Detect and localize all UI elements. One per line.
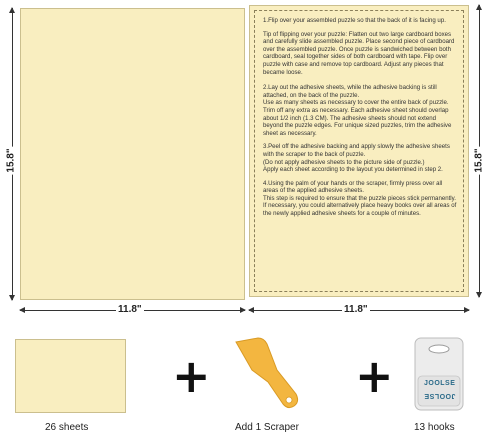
height-label-right: 15.8": [473, 148, 485, 173]
small-adhesive-sheet: [15, 339, 126, 413]
instruction-step-2: 2.Lay out the adhesive sheets, while the adhesive backing is still attached, on the back of the puzzle. Use as many sheets as necessary to cover the entire back of puzzle. Trim off any extra as necessary. Each adhesive sheet should overlap about 1/2 inch (1.3 CM). The adhesive sheets should not extend beyond the puzzle edges. For unique sized puzzles, trim the adhesive sheet as necessary.: [263, 84, 452, 137]
width-label-right: 11.8": [344, 304, 368, 315]
sheets-caption: 26 sheets: [45, 422, 89, 433]
hook-tape-text: JOOLSE: [424, 380, 456, 387]
hooks-caption: 13 hooks: [414, 422, 455, 433]
height-label-left: 15.8": [5, 148, 17, 173]
instruction-step-4: 4.Using the palm of your hands or the scraper, firmly press over all areas of the applied adhesive sheets. This step is required to ensure that the puzzle pieces stick permanently. If necessary, you could alternatively place heavy books over all areas of the newly applied adhesive sheets for a couple of minutes.: [263, 179, 457, 218]
scraper-icon: [234, 336, 304, 412]
adhesive-sheet-front: [20, 8, 245, 300]
instruction-step-3: 3.Peel off the adhesive backing and apply slowly the adhesive sheets with the scraper to the back of puzzle. (Do not apply adhesive sheets to the picture side of puzzle.) Apply each sheet according to the layout you determined in step 2.: [263, 143, 450, 174]
scraper-caption: Add 1 Scraper: [235, 422, 299, 433]
instructions-panel: [254, 10, 464, 292]
hook-icon: [410, 336, 468, 412]
hook-tape-text-mirrored: JOOLSE: [424, 392, 456, 399]
plus-sign-1: +: [172, 349, 211, 403]
instruction-tip: Tip of flipping over your puzzle: Flatten out two large cardboard boxes and carefully slide assembled puzzle. Place second piece of cardboard over the assembled puzzle. Once puzzle is sandwiched between both cardboard, seal together sides of both cardboard with tape. Flip over puzzle with case and remove top cardboard. Adjust any pieces that became loose.: [263, 30, 455, 76]
plus-sign-2: +: [355, 349, 394, 403]
width-label-left: 11.8": [118, 304, 142, 315]
instruction-step-1: 1.Flip over your assembled puzzle so that the back of it is facing up.: [263, 17, 446, 24]
